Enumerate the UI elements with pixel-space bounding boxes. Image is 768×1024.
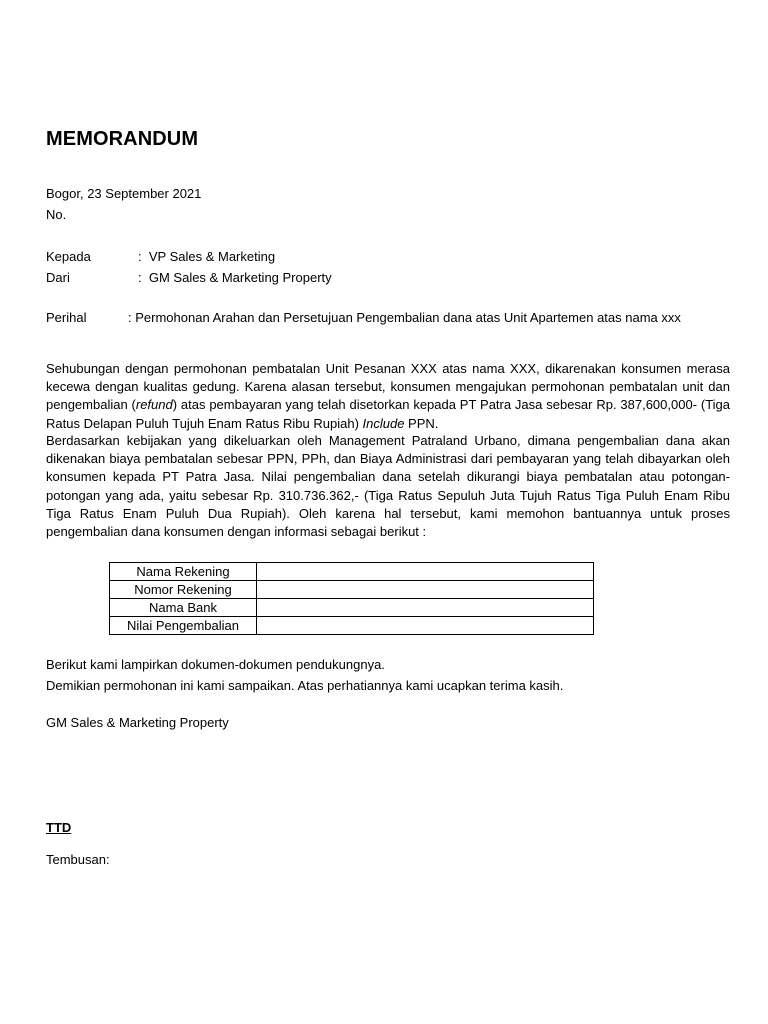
table-row — [110, 563, 594, 581]
table-key-cell: Nilai Pengembalian — [110, 617, 257, 635]
memo-number: No. — [46, 207, 67, 222]
table-value-cell — [257, 581, 594, 599]
body-paragraph-1 — [46, 360, 730, 433]
body-p1-part-c: PPN. — [404, 415, 439, 431]
table-key-cell: Nama Bank — [110, 599, 257, 617]
sender-label: Dari — [46, 270, 70, 285]
body-p1-include: Include — [362, 415, 405, 431]
attachments-note: Berikut kami lampirkan dokumen-dokumen pendukungnya. — [46, 657, 385, 672]
place-date: Bogor, 23 September 2021 — [46, 186, 202, 201]
recipient-value: VP Sales & Marketing — [148, 249, 276, 264]
sender-separator: : — [138, 270, 142, 285]
subject-value: Permohonan Arahan dan Persetujuan Pengembalian dana atas Unit Apartemen atas nama xxx — [135, 310, 681, 325]
body-p1-part-b: ) atas pembayaran yang telah disetorkan kepada PT Patra Jasa sebesar Rp. 387,600,000- (Tiga Ratus Delapan Puluh Tujuh Enam Ratus Ribu Rupiah) — [46, 397, 731, 431]
table-value-cell — [257, 563, 594, 581]
sender-line — [46, 270, 332, 286]
table-key-cell: Nomor Rekening — [110, 581, 257, 599]
table-row — [110, 599, 594, 617]
subject-line — [46, 310, 681, 326]
table-row — [110, 617, 594, 635]
subject-label: Perihal — [46, 310, 87, 325]
subject-separator: : — [128, 310, 132, 325]
bank-info-table — [109, 562, 594, 635]
sender-value: GM Sales & Marketing Property — [148, 270, 332, 285]
body-p1-part-a: Sehubungan dengan permohonan pembatalan Unit Pesanan XXX atas nama XXX, dikarenakan konsumen merasa kecewa dengan kualitas gedung. Karena alasan tersebut, konsumen mengajukan permohonan pembatalan unit dan pengembalian ( — [46, 361, 730, 413]
table-key-cell: Nama Rekening — [110, 563, 257, 581]
table-value-cell — [257, 599, 594, 617]
signer-title: GM Sales & Marketing Property — [46, 715, 229, 730]
cc-label: Tembusan: — [46, 852, 110, 867]
thanks-note: Demikian permohonan ini kami sampaikan. Atas perhatiannya kami ucapkan terima kasih. — [46, 678, 564, 693]
body-p1-refund: refund — [135, 397, 173, 413]
signature-placeholder: TTD — [46, 820, 72, 835]
memo-title: MEMORANDUM — [46, 128, 199, 150]
table-row — [110, 581, 594, 599]
recipient-label: Kepada — [46, 249, 91, 264]
body-paragraph-2: Berdasarkan kebijakan yang dikeluarkan oleh Management Patraland Urbano, dimana pengembalian dana akan dikenakan biaya pembatalan sebesar PPN, PPh, dan Biaya Administrasi dari pembayaran yang telah dibayarkan oleh konsumen kepada PT Patra Jasa. Nilai pengembalian dana setelah dikurangi biaya pembatalan atau potongan-potongan yang ada, yaitu sebesar Rp. 310.736.362,- (Tiga Ratus Sepuluh Juta Tujuh Ratus Tiga Puluh Enam Ribu Tiga Ratus Enam Puluh Dua Rupiah). Oleh karena hal tersebut, kami memohon bantuannya untuk proses pengembalian dana konsumen dengan informasi sebagai berikut : — [46, 433, 730, 540]
table-value-cell — [257, 617, 594, 635]
recipient-line — [46, 249, 275, 265]
recipient-separator: : — [138, 249, 142, 264]
